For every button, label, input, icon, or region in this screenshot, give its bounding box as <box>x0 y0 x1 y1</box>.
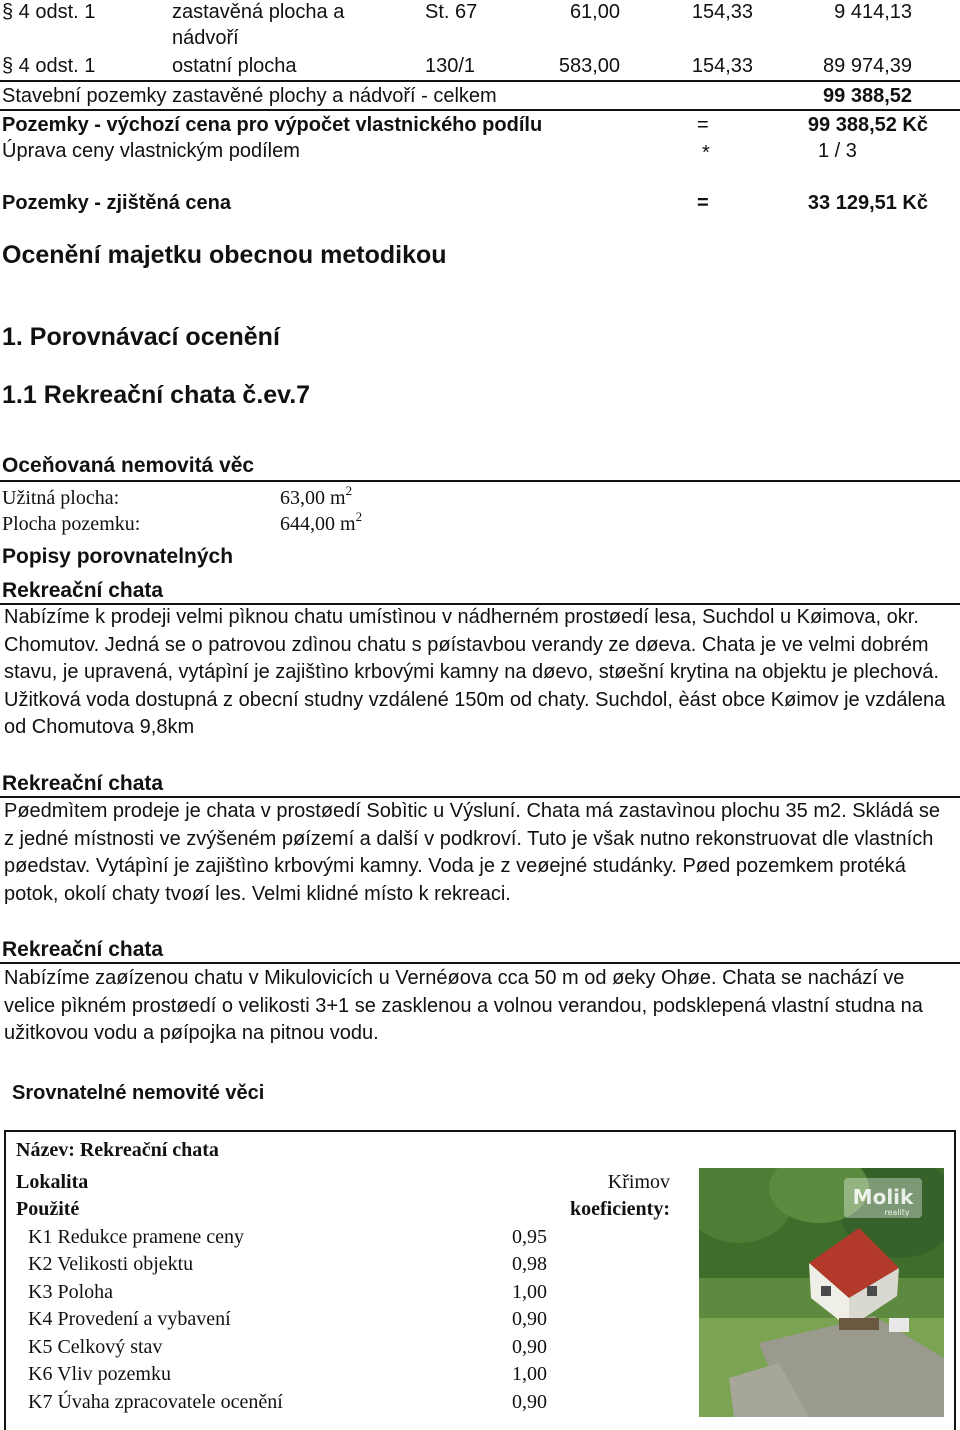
similar-title: Srovnatelné nemovité věci <box>12 1082 265 1104</box>
coef-k3-value: 1,00 <box>512 1281 547 1303</box>
table-rule <box>0 80 960 82</box>
svg-text:reality: reality <box>884 1208 910 1217</box>
coef-k5-label: K5 Celkový stav <box>28 1336 163 1358</box>
comparable-2-title: Rekreační chata <box>2 772 164 795</box>
svg-text:Molik: Molik <box>852 1185 914 1209</box>
row2-total: 89 974,39 <box>823 55 912 77</box>
subtotal-label: Stavební pozemky zastavěné plochy a nádvoří - celkem <box>2 85 497 107</box>
coef-k1-value: 0,95 <box>512 1226 547 1248</box>
found-price-op: = <box>697 192 709 214</box>
subject-title: Oceňovaná nemovitá věc <box>2 454 255 477</box>
property-photo <box>699 1168 944 1417</box>
coef-k2-value: 0,98 <box>512 1253 547 1275</box>
share-label: Úprava ceny vlastnickým podílem <box>2 140 300 162</box>
coef-k7-value: 0,90 <box>512 1391 547 1413</box>
base-price-label: Pozemky - výchozí cena pro výpočet vlastnického podílu <box>2 114 543 136</box>
row2-parcel: 130/1 <box>425 55 476 77</box>
comparable-3-rule <box>0 962 960 964</box>
cabin-photo-image <box>699 1168 944 1417</box>
coef-k1-label: K1 Redukce pramene ceny <box>28 1226 245 1248</box>
locality-label: Lokalita <box>16 1171 89 1193</box>
row1-parcel: St. 67 <box>425 1 478 23</box>
comparables-title: Popisy porovnatelných <box>2 545 234 568</box>
row1-law: § 4 odst. 1 <box>2 1 96 23</box>
found-price-label: Pozemky - zjištěná cena <box>2 192 231 214</box>
row2-law: § 4 odst. 1 <box>2 55 96 77</box>
row1-type: zastavěná plocha a <box>172 1 345 23</box>
comparable-3-text: Nabízíme zaøízenou chatu v Mikulovicích u Vernéøova cca 50 m od øeky Ohøe. Chata se nachází ve velice pìkném prostøedí o velikosti 3+1 se zasklenou a volnou verandou, podsklepená vlastní studna na užitkovou vodu a pøípojka na pitnou vodu. <box>4 967 923 1045</box>
card-name: Název: Rekreační chata <box>16 1139 219 1161</box>
land-area-label: Plocha pozemku: <box>2 513 141 535</box>
coef-k5-value: 0,90 <box>512 1336 547 1358</box>
subject-rule <box>0 480 960 482</box>
row1-total: 9 414,13 <box>834 1 912 23</box>
comparable-3-title: Rekreační chata <box>2 938 164 961</box>
comparable-2-text: Pøedmìtem prodeje je chata v prostøedí Sobìtic u Výsluní. Chata má zastavìnou plochu 35 m2. Skládá se z jedné místnosti ve zvýšeném pøízemí a další v podkroví. Tuto je však nutno rekonstruovat dle vlastních pøedstav. Vytápìní je zajištìno krbovými kamny. Voda je z veøejné studánky. Pøed pozemkem protéká potok, okolí chaty tvoøí les. Velmi klidné místo k rekreaci. <box>4 800 941 905</box>
coef-k4-label: K4 Provedení a vybavení <box>28 1308 231 1330</box>
base-price-op: = <box>697 114 709 136</box>
usable-area-label: Užitná plocha: <box>2 487 120 509</box>
heading-subject: 1.1 Rekreační chata č.ev.7 <box>2 381 311 409</box>
share-value: 1 / 3 <box>818 140 857 162</box>
found-price-value: 33 129,51 Kč <box>807 192 928 214</box>
subtotal-value: 99 388,52 <box>823 85 912 107</box>
usage-label: Použité <box>16 1198 80 1220</box>
molik-watermark <box>844 1178 922 1218</box>
base-price-value: 99 388,52 Kč <box>807 114 928 136</box>
row2-price: 154,33 <box>691 55 753 77</box>
coef-k6-label: K6 Vliv pozemku <box>28 1363 171 1385</box>
coef-k4-value: 0,90 <box>512 1308 547 1330</box>
coef-k3-label: K3 Poloha <box>28 1281 113 1303</box>
coef-k7-label: K7 Úvaha zpracovatele ocenění <box>28 1391 283 1413</box>
comparable-1-title: Rekreační chata <box>2 579 164 602</box>
coef-k2-label: K2 Velikosti objektu <box>28 1253 194 1275</box>
subtotal-rule <box>0 109 960 111</box>
land-area-value: 644,00 $m^2$ <box>280 509 363 535</box>
locality-value: Křimov <box>607 1171 670 1193</box>
row1-area: 61,00 <box>569 1 620 23</box>
share-op: * <box>702 142 710 164</box>
comparable-1-text: Nabízíme k prodeji velmi pìknou chatu umístìnou v nádherném prostøedí lesa, Suchdol u Køimova, okr. Chomutov. Jedná se o patrovou zdìnou chatu s pøístavbou verandy ze døeva. Chata je ve velmi dobrém stavu, je upravená, vytápìní je zajištìno krbovými kamny na døevo, støešní krytina na objektu je plechová. Užitková voda dostupná z obecní studny vzdálené 150m od chaty. Suchdol, èást obce Køimov je vzdálena od Chomutova 9,8km <box>4 606 946 739</box>
heading-main: Ocenění majetku obecnou metodikou <box>2 241 447 269</box>
usable-area-value: 63,00 $m^2$ <box>280 483 353 509</box>
coef-k6-value: 1,00 <box>512 1363 547 1385</box>
heading-comparison: 1. Porovnávací ocenění <box>2 323 280 351</box>
row2-type: ostatní plocha <box>172 55 297 77</box>
row1-price: 154,33 <box>691 1 753 23</box>
coefficients-label: koeficienty: <box>570 1198 670 1220</box>
row1-type-cont: nádvoří <box>172 27 239 49</box>
row2-area: 583,00 <box>558 55 620 77</box>
